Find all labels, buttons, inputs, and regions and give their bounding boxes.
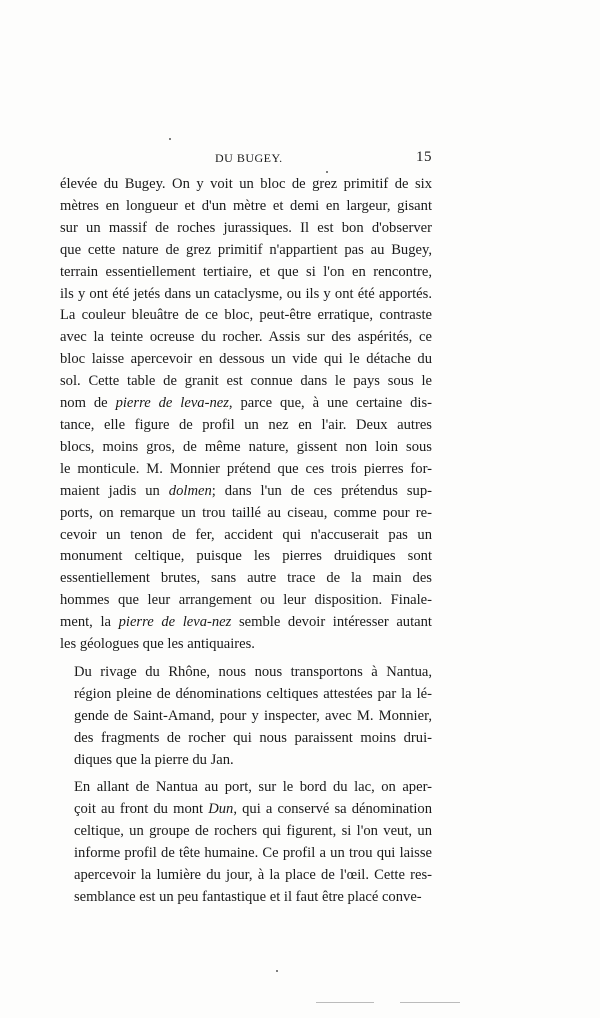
text-line: ils y ont été jetés dans un cataclysme, ou ils y ont été apportés. <box>60 285 432 302</box>
text-line: avec la teinte ocreuse du rocher. Assis sur des aspérités, ce <box>60 329 432 346</box>
text-line: blocs, moins gros, de même nature, gissent non loin sous <box>60 438 432 455</box>
text-line: les géologues que les antiquaires. <box>60 636 255 653</box>
text-line: En allant de Nantua au port, sur le bord du lac, on aper- <box>74 779 432 796</box>
text-line: apercevoir la lumière du jour, à la place de l'œil. Cette res- <box>74 867 432 884</box>
text-line: que cette nature de grez primitif n'appartient pas au Bugey, <box>60 241 432 258</box>
text-line: informe profil de tête humaine. Ce profil a un trou qui laisse <box>74 845 432 862</box>
text-line: hommes que leur arrangement ou leur disposition. Finale- <box>60 592 432 609</box>
body-text <box>60 174 432 909</box>
text-line: gende de Saint-Amand, pour y inspecter, avec M. Monnier, <box>74 707 432 724</box>
text-line: ment, la pierre de leva-nez semble devoir intéresser autant <box>60 614 432 631</box>
text-line: des fragments de rocher qui nous paraissent moins drui- <box>74 729 432 746</box>
text-line: sol. Cette table de granit est connue dans le pays sous le <box>60 373 432 390</box>
paragraph <box>60 777 432 908</box>
paragraph <box>60 662 432 772</box>
text-line: terrain essentiellement tertiaire, et que si l'on en rencontre, <box>60 263 432 280</box>
bottom-rule-left <box>316 1002 374 1003</box>
text-line: sur un massif de roches jurassiques. Il est bon d'observer <box>60 219 432 236</box>
text-line: çoit au front du mont Dun, qui a conservé sa dénomination <box>74 801 432 818</box>
text-line: nom de pierre de leva-nez, parce que, à une certaine dis- <box>60 395 432 412</box>
text-line: semblance est un peu fantastique et il faut être placé conve- <box>74 889 422 905</box>
italic-term: dolmen <box>168 482 212 499</box>
text-line: diques que la pierre du Jan. <box>74 751 234 768</box>
text-line: celtique, un groupe de rochers qui figurent, si l'on veut, un <box>74 823 432 840</box>
running-title: DU BUGEY. <box>215 151 283 165</box>
text-line: maient jadis un dolmen; dans l'un de ces prétendus sup- <box>60 482 432 499</box>
text-line: région pleine de dénominations celtiques attestées par la lé- <box>74 685 432 702</box>
paragraph <box>60 174 432 656</box>
italic-term: Dun <box>208 801 234 818</box>
text-line: cevoir un tenon de fer, accident qui n'accuserait pas un <box>60 526 432 543</box>
text-line: élevée du Bugey. On y voit un bloc de grez primitif de six <box>60 176 432 192</box>
text-line: bloc laisse apercevoir en dessous un vide qui le détache du <box>60 351 432 368</box>
bottom-rule-right <box>400 1002 460 1003</box>
text-line: La couleur bleuâtre de ce bloc, peut-être erratique, contraste <box>60 307 432 324</box>
page-number: 15 <box>416 149 432 165</box>
text-line: tance, elle figure de profil un nez en l'air. Deux autres <box>60 416 432 433</box>
text-line: monument celtique, puisque les pierres druidiques sont <box>60 548 432 565</box>
text-line: mètres en longueur et d'un mètre et demi en largeur, gisant <box>60 197 432 214</box>
italic-term: pierre de leva-nez <box>118 614 232 631</box>
text-line: ports, on remarque un trou taillé au ciseau, comme pour re- <box>60 504 432 521</box>
page-header <box>60 151 432 169</box>
text-line: essentiellement brutes, sans autre trace de la main des <box>60 570 432 587</box>
text-line: Du rivage du Rhône, nous nous transportons à Nantua, <box>74 663 432 680</box>
text-line: le monticule. M. Monnier prétend que ces trois pierres for- <box>60 460 432 477</box>
italic-term: pierre de leva-nez <box>115 395 229 412</box>
